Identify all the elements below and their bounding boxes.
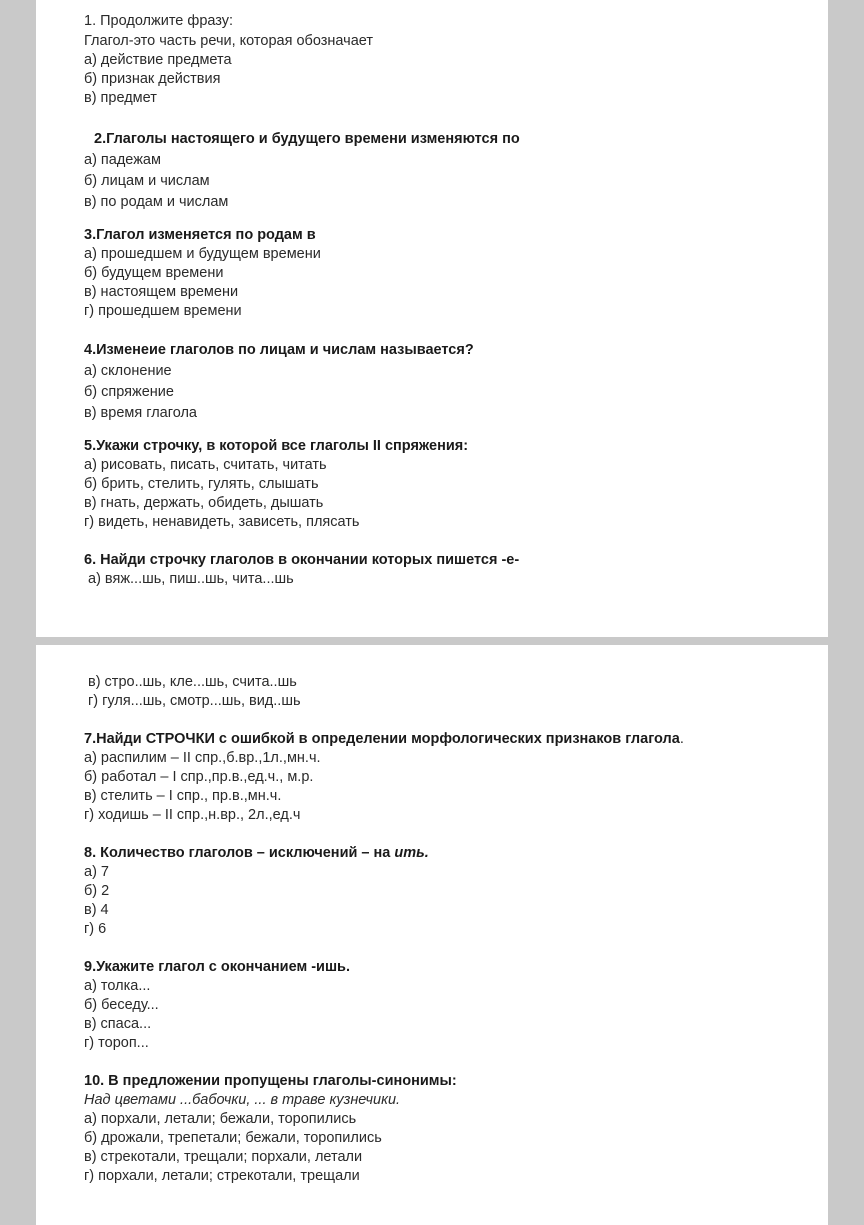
option: а) рисовать, писать, считать, читать — [84, 457, 327, 473]
question-2-title: 2.Глаголы настоящего и будущего времени изменяются по — [94, 131, 520, 147]
question-4-title: 4.Изменеие глаголов по лицам и числам называется? — [84, 342, 474, 358]
question-1-stem: Глагол-это часть речи, которая обозначает — [84, 33, 373, 49]
option: в) гнать, держать, обидеть, дышать — [84, 495, 324, 511]
option: б) признак действия — [84, 71, 221, 87]
option: в) по родам и числам — [84, 194, 229, 210]
option: б) беседу... — [84, 997, 159, 1013]
option: в) спаса... — [84, 1016, 152, 1032]
option: б) 2 — [84, 883, 110, 899]
question-5-title: 5.Укажи строчку, в которой все глаголы II спряжения: — [84, 438, 469, 454]
question-7-title — [84, 730, 684, 749]
option: а) падежам — [84, 152, 161, 168]
option: г) порхали, летали; стрекотали, трещали — [84, 1168, 360, 1184]
option: а) склонение — [84, 363, 172, 379]
option: б) дрожали, трепетали; бежали, торопились — [84, 1130, 382, 1146]
option: в) 4 — [84, 902, 109, 918]
question-7-title-period: . — [679, 731, 684, 747]
option: а) 7 — [84, 864, 109, 880]
option: а) толка... — [84, 978, 151, 994]
option: г) гуля...шь, смотр...шь, вид..шь — [88, 693, 301, 709]
option: в) стелить – I спр., пр.в.,мн.ч. — [84, 788, 282, 804]
option: б) спряжение — [84, 384, 174, 400]
option: в) настоящем времени — [84, 284, 239, 300]
option: а) порхали, летали; бежали, торопились — [84, 1111, 357, 1127]
question-10-sentence: Над цветами ...бабочки, ... в траве кузнечики. — [84, 1092, 401, 1108]
option: г) тороп... — [84, 1035, 149, 1051]
question-8-title-text: 8. Количество глаголов – исключений – на — [84, 845, 395, 861]
option: а) вяж...шь, пиш..шь, чита...шь — [88, 571, 294, 587]
option: б) работал – I спр.,пр.в.,ед.ч., м.р. — [84, 769, 314, 785]
question-6-title: 6. Найди строчку глаголов в окончании которых пишется -е- — [84, 552, 520, 568]
question-7-title-text: 7.Найди СТРОЧКИ с ошибкой в определении морфологических признаков глагола — [84, 731, 680, 747]
page-1 — [36, 0, 828, 637]
option: б) лицам и числам — [84, 173, 210, 189]
option: г) 6 — [84, 921, 107, 937]
question-8-title — [84, 844, 429, 863]
option: а) прошедшем и будущем времени — [84, 246, 321, 262]
option: б) брить, стелить, гулять, слышать — [84, 476, 319, 492]
option: в) предмет — [84, 90, 157, 106]
option: г) видеть, ненавидеть, зависеть, плясать — [84, 514, 360, 530]
question-8-title-italic: ить. — [394, 845, 429, 861]
option: в) время глагола — [84, 405, 197, 421]
question-9-title: 9.Укажите глагол с окончанием -ишь. — [84, 959, 350, 975]
question-10-title: 10. В предложении пропущены глаголы-синонимы: — [84, 1073, 457, 1089]
option: г) прошедшем времени — [84, 303, 242, 319]
question-1-title: 1. Продолжите фразу: — [84, 13, 234, 29]
page-2 — [36, 645, 828, 1225]
question-3-title: 3.Глагол изменяется по родам в — [84, 227, 316, 243]
option: а) распилим – II спр.,б.вр.,1л.,мн.ч. — [84, 750, 321, 766]
option: г) ходишь – II спр.,н.вр., 2л.,ед.ч — [84, 807, 301, 823]
option: а) действие предмета — [84, 52, 232, 68]
option: в) стро..шь, кле...шь, счита..шь — [88, 674, 297, 690]
option: в) стрекотали, трещали; порхали, летали — [84, 1149, 363, 1165]
option: б) будущем времени — [84, 265, 224, 281]
